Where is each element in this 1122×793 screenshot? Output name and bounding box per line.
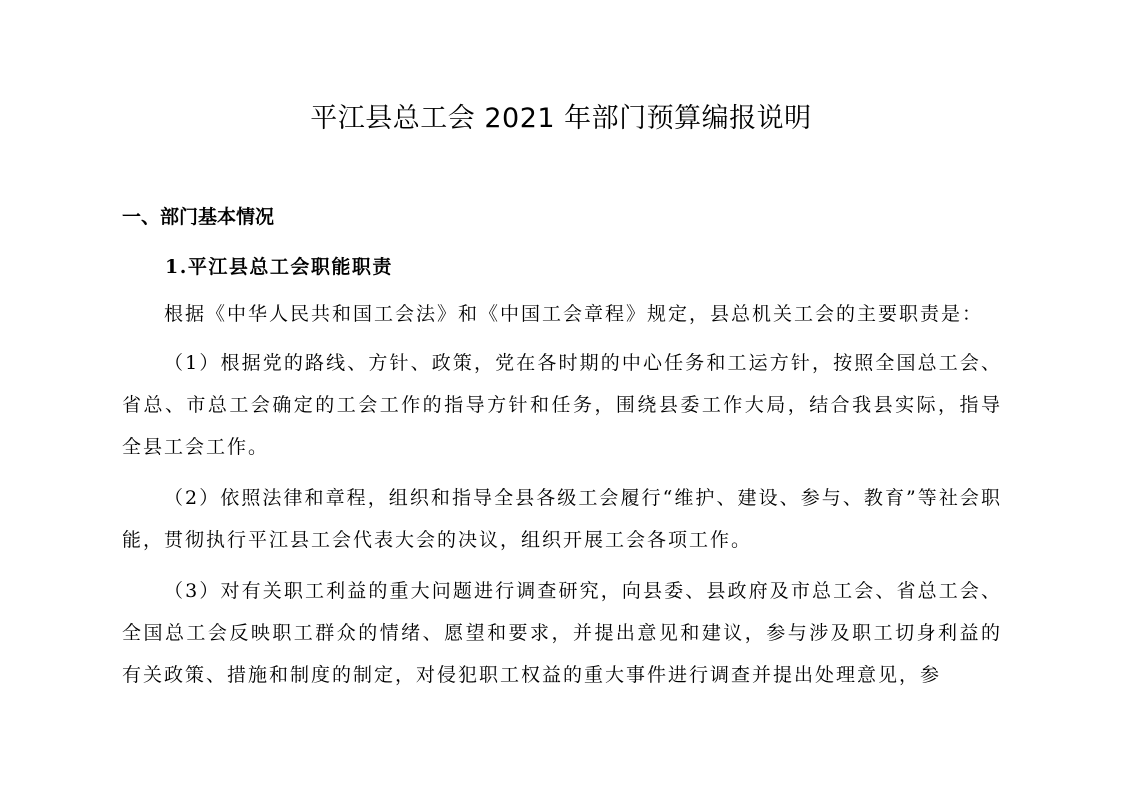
document-title: 平江县总工会 2021 年部门预算编报说明 [310, 103, 812, 134]
paragraph-duty-3: （3）对有关职工利益的重大问题进行调查研究，向县委、县政府及市总工会、省总工会、全国总工会反映职工群众的情绪、愿望和要求，并提出意见和建议，参与涉及职工切身利益的有关政策、措施和制度的制定，对侵犯职工权益的重大事件进行调查并提出处理意见，参 [122, 580, 1002, 686]
paragraph-intro: 根据《中华人民共和国工会法》和《中国工会章程》规定，县总机关工会的主要职责是： [164, 303, 984, 325]
subsection-heading: 1.平江县总工会职能职责 [165, 256, 393, 278]
paragraph-duty-1: （1）根据党的路线、方针、政策，党在各时期的中心任务和工运方针，按照全国总工会、省总、市总工会确定的工会工作的指导方针和任务，围绕县委工作大局，结合我县实际，指导全县工会工作。 [122, 352, 1002, 458]
paragraph-duty-2: （2）依照法律和章程，组织和指导全县各级工会履行“维护、建设、参与、教育”等社会职能，贯彻执行平江县工会代表大会的决议，组织开展工会各项工作。 [122, 487, 1002, 551]
section-heading: 一、部门基本情况 [122, 206, 275, 228]
